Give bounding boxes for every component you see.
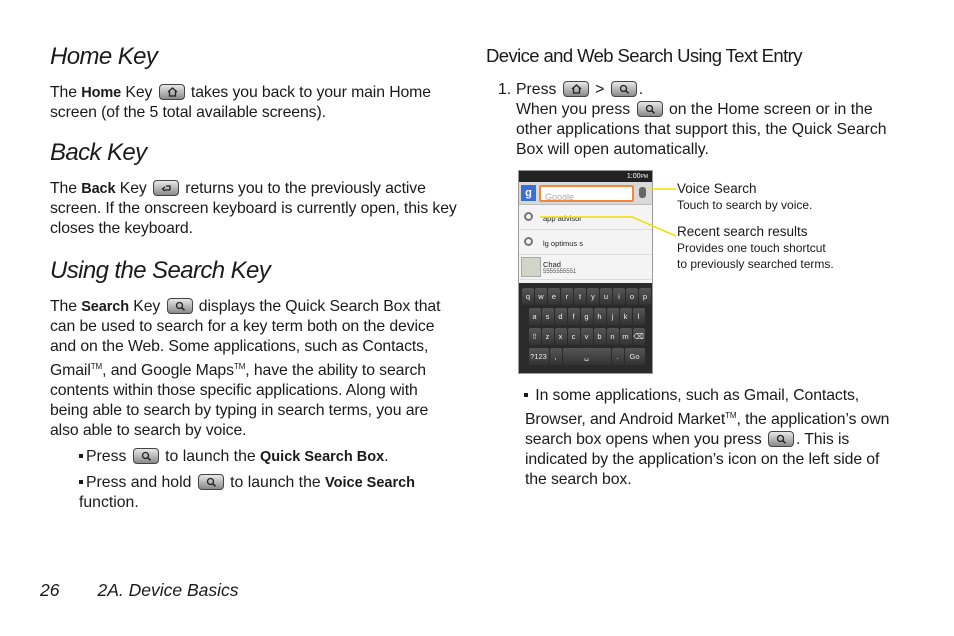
page-footer — [40, 580, 277, 601]
suggestion-row[interactable]: app advisor — [519, 205, 652, 230]
key-u[interactable]: u — [600, 288, 612, 305]
search-icon — [167, 298, 193, 314]
phone-screenshot — [518, 170, 653, 374]
key-b[interactable]: b — [594, 328, 606, 345]
microphone-icon[interactable] — [639, 187, 646, 198]
delete-key[interactable]: ⌫ — [633, 328, 645, 345]
key-q[interactable]: q — [522, 288, 534, 305]
home-icon — [159, 84, 185, 100]
key-n[interactable]: n — [607, 328, 619, 345]
search-bullets — [79, 447, 460, 513]
keyboard-row — [520, 288, 653, 305]
search-icon — [133, 448, 159, 464]
key-e[interactable]: e — [548, 288, 560, 305]
key-w[interactable]: w — [535, 288, 547, 305]
bullet-square — [79, 480, 83, 484]
key-m[interactable]: m — [620, 328, 632, 345]
section-name: 2A. Device Basics — [97, 580, 239, 600]
symbols-key[interactable]: ?123 — [529, 348, 549, 365]
key-y[interactable]: y — [587, 288, 599, 305]
comma-key[interactable]: , — [550, 348, 562, 365]
search-input[interactable]: Google — [539, 185, 634, 202]
home-icon — [563, 81, 589, 97]
key-o[interactable]: o — [626, 288, 638, 305]
period-key[interactable]: . — [612, 348, 624, 365]
key-d[interactable]: d — [555, 308, 567, 325]
go-key[interactable]: Go — [625, 348, 645, 365]
keyboard-row — [520, 308, 653, 325]
suggestion-row[interactable]: lg optimus s — [519, 230, 652, 255]
step-1: 1. Press > . When you press on the Home screen or in the other applications that support this, the Quick Search Box will open automatically. — [498, 81, 887, 158]
search-key-name: Search — [81, 299, 129, 315]
voice-search-callout: Voice Search Touch to search by voice. — [677, 181, 813, 212]
app-search-bullet: In some applications, such as Gmail, Contacts, Browser, and Android Market™, the application’s own search box opens when you press . This is indicated by the application’s icon on the left side of the search box. — [525, 387, 890, 488]
right-column — [486, 44, 906, 160]
back-key-name: Back — [81, 181, 116, 197]
key-a[interactable]: a — [529, 308, 541, 325]
bullet-square — [524, 393, 528, 397]
status-bar: 1:00PM — [519, 171, 652, 182]
key-t[interactable]: t — [574, 288, 586, 305]
back-key-heading: Back Key — [50, 139, 147, 166]
key-j[interactable]: j — [607, 308, 619, 325]
search-icon — [611, 81, 637, 97]
recent-results-callout: Recent search results Provides one touch shortcut to previously searched terms. — [677, 224, 834, 271]
list-item: Press and hold to launch the Voice Search function. — [79, 474, 416, 511]
search-icon — [637, 101, 663, 117]
shift-key[interactable]: ⇧ — [529, 328, 541, 345]
contact-suggestion-row[interactable]: Chad 5555555551 — [519, 255, 652, 280]
key-s[interactable]: s — [542, 308, 554, 325]
search-key-heading: Using the Search Key — [50, 257, 271, 284]
key-i[interactable]: i — [613, 288, 625, 305]
space-key[interactable]: ␣ — [563, 348, 611, 365]
text-entry-heading: Device and Web Search Using Text Entry — [486, 45, 802, 66]
onscreen-keyboard — [519, 283, 653, 374]
search-icon — [524, 237, 533, 246]
key-x[interactable]: x — [555, 328, 567, 345]
key-f[interactable]: f — [568, 308, 580, 325]
bullet-square — [79, 454, 83, 458]
key-h[interactable]: h — [594, 308, 606, 325]
keyboard-row — [520, 348, 653, 365]
key-r[interactable]: r — [561, 288, 573, 305]
google-logo-icon: g — [521, 185, 536, 201]
search-icon — [524, 212, 533, 221]
key-z[interactable]: z — [542, 328, 554, 345]
home-key-heading: Home Key — [50, 43, 158, 70]
key-c[interactable]: c — [568, 328, 580, 345]
key-p[interactable]: p — [639, 288, 651, 305]
left-column — [50, 42, 460, 519]
key-k[interactable]: k — [620, 308, 632, 325]
avatar — [521, 257, 541, 277]
keyboard-row — [520, 328, 653, 345]
back-key-paragraph: The Back Key returns you to the previously active screen. If the onscreen keyboard is currently open, this key closes the keyboard. — [50, 180, 457, 237]
back-arrow-icon — [153, 180, 179, 196]
home-key-name: Home — [81, 85, 122, 101]
search-icon — [198, 474, 224, 490]
home-key-paragraph: The Home Key takes you back to your main Home screen (of the 5 total available screens). — [50, 84, 431, 121]
quick-search-box — [519, 182, 652, 205]
key-g[interactable]: g — [581, 308, 593, 325]
key-v[interactable]: v — [581, 328, 593, 345]
page-number: 26 — [40, 580, 60, 600]
search-icon — [768, 431, 794, 447]
key-l[interactable]: l — [633, 308, 645, 325]
search-key-paragraph: The Search Key displays the Quick Search Box that can be used to search for a key term both on the device and on the Web. Some applications, such as Contacts, Gmail™, and Google Maps™, have the ability to search contents within those specific applications. Along with being able to search by typing in search terms, you are also able to search by voice. — [50, 298, 441, 439]
list-item: Press to launch the Quick Search Box. — [79, 447, 460, 467]
